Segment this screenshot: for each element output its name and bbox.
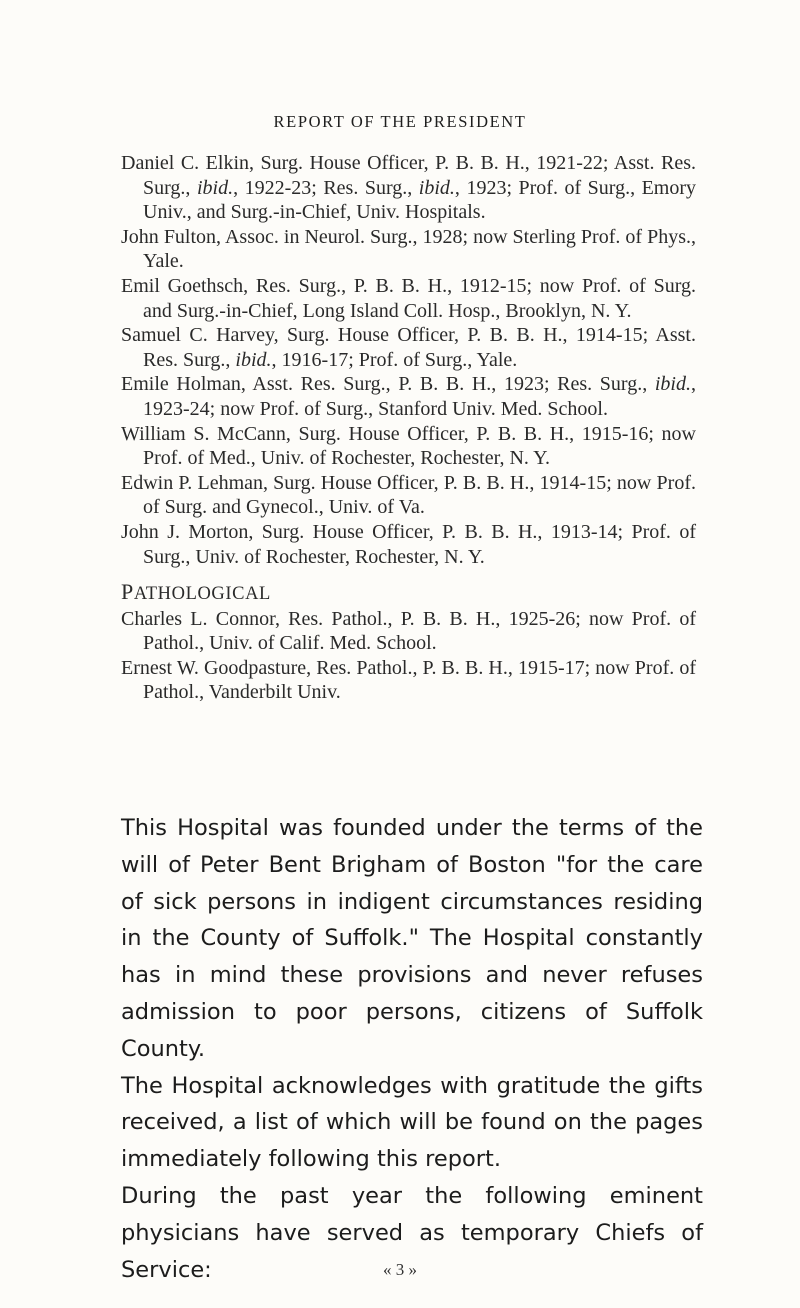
entry-harvey: Samuel C. Harvey, Surg. House Officer, P. B. B. H., 1914-15; Asst. Res. Surg., ibid., 1916-17; Prof. of Surg., Yale. — [121, 324, 696, 371]
entry-goodpasture: Ernest W. Goodpasture, Res. Pathol., P. B. B. H., 1915-17; now Prof. of Pathol., Vanderbilt Univ. — [121, 656, 696, 704]
paragraph-temporary-chiefs: During the past year the following eminent physicians have served as temporary Chiefs of Service: — [121, 1182, 703, 1283]
entry-fulton: John Fulton, Assoc. in Neurol. Surg., 1928; now Sterling Prof. of Phys., Yale. — [121, 225, 696, 273]
entry-mccann: William S. McCann, Surg. House Officer, P. B. B. H., 1915-16; now Prof. of Med., Univ. of Rochester, Rochester, N. Y. — [121, 422, 696, 470]
running-head: REPORT OF THE PRESIDENT — [273, 112, 527, 131]
entry-lehman: Edwin P. Lehman, Surg. House Officer, P. B. B. H., 1914-15; now Prof. of Surg. and Gynecol., Univ. of Va. — [121, 471, 696, 519]
report-body — [121, 810, 703, 1288]
pathological-entries — [121, 607, 696, 705]
entry-connor: Charles L. Connor, Res. Pathol., P. B. B. H., 1925-26; now Prof. of Pathol., Univ. of Calif. Med. School. — [121, 607, 696, 655]
paragraph-founding: This Hospital was founded under the terms of the will of Peter Bent Brigham of Boston "for the care of sick persons in indigent circumstances residing in the County of Suffolk." The Hospital constantly has in mind these provisions and never refuses admission to poor persons, citizens of Suffolk County. — [121, 815, 703, 1062]
entry-goethsch: Emil Goethsch, Res. Surg., P. B. B. H., 1912-15; now Prof. of Surg. and Surg.-in-Chief, Long Island Coll. Hosp., Brooklyn, N. Y. — [121, 274, 696, 322]
entry-morton: John J. Morton, Surg. House Officer, P. B. B. H., 1913-14; Prof. of Surg., Univ. of Rochester, Rochester, N. Y. — [121, 520, 696, 568]
paragraph-gifts: The Hospital acknowledges with gratitude the gifts received, a list of which will be found on the pages immediately following this report. — [121, 1072, 703, 1173]
entry-elkin: Daniel C. Elkin, Surg. House Officer, P. B. B. H., 1921-22; Asst. Res. Surg., ibid., 1922-23; Res. Surg., ibid., 1923; Prof. of Surg., Emory Univ., and Surg.-in-Chief, Univ. Hospitals. — [121, 152, 697, 224]
alumni-list — [121, 151, 696, 705]
pathological-heading: PATHOLOGICAL — [121, 579, 271, 605]
surgical-entries — [121, 151, 696, 569]
entry-holman: Emile Holman, Asst. Res. Surg., P. B. B. H., 1923; Res. Surg., ibid., 1923-24; now Prof. of Surg., Stanford Univ. Med. School. — [121, 373, 696, 420]
page-number: « 3 » — [383, 1260, 417, 1279]
